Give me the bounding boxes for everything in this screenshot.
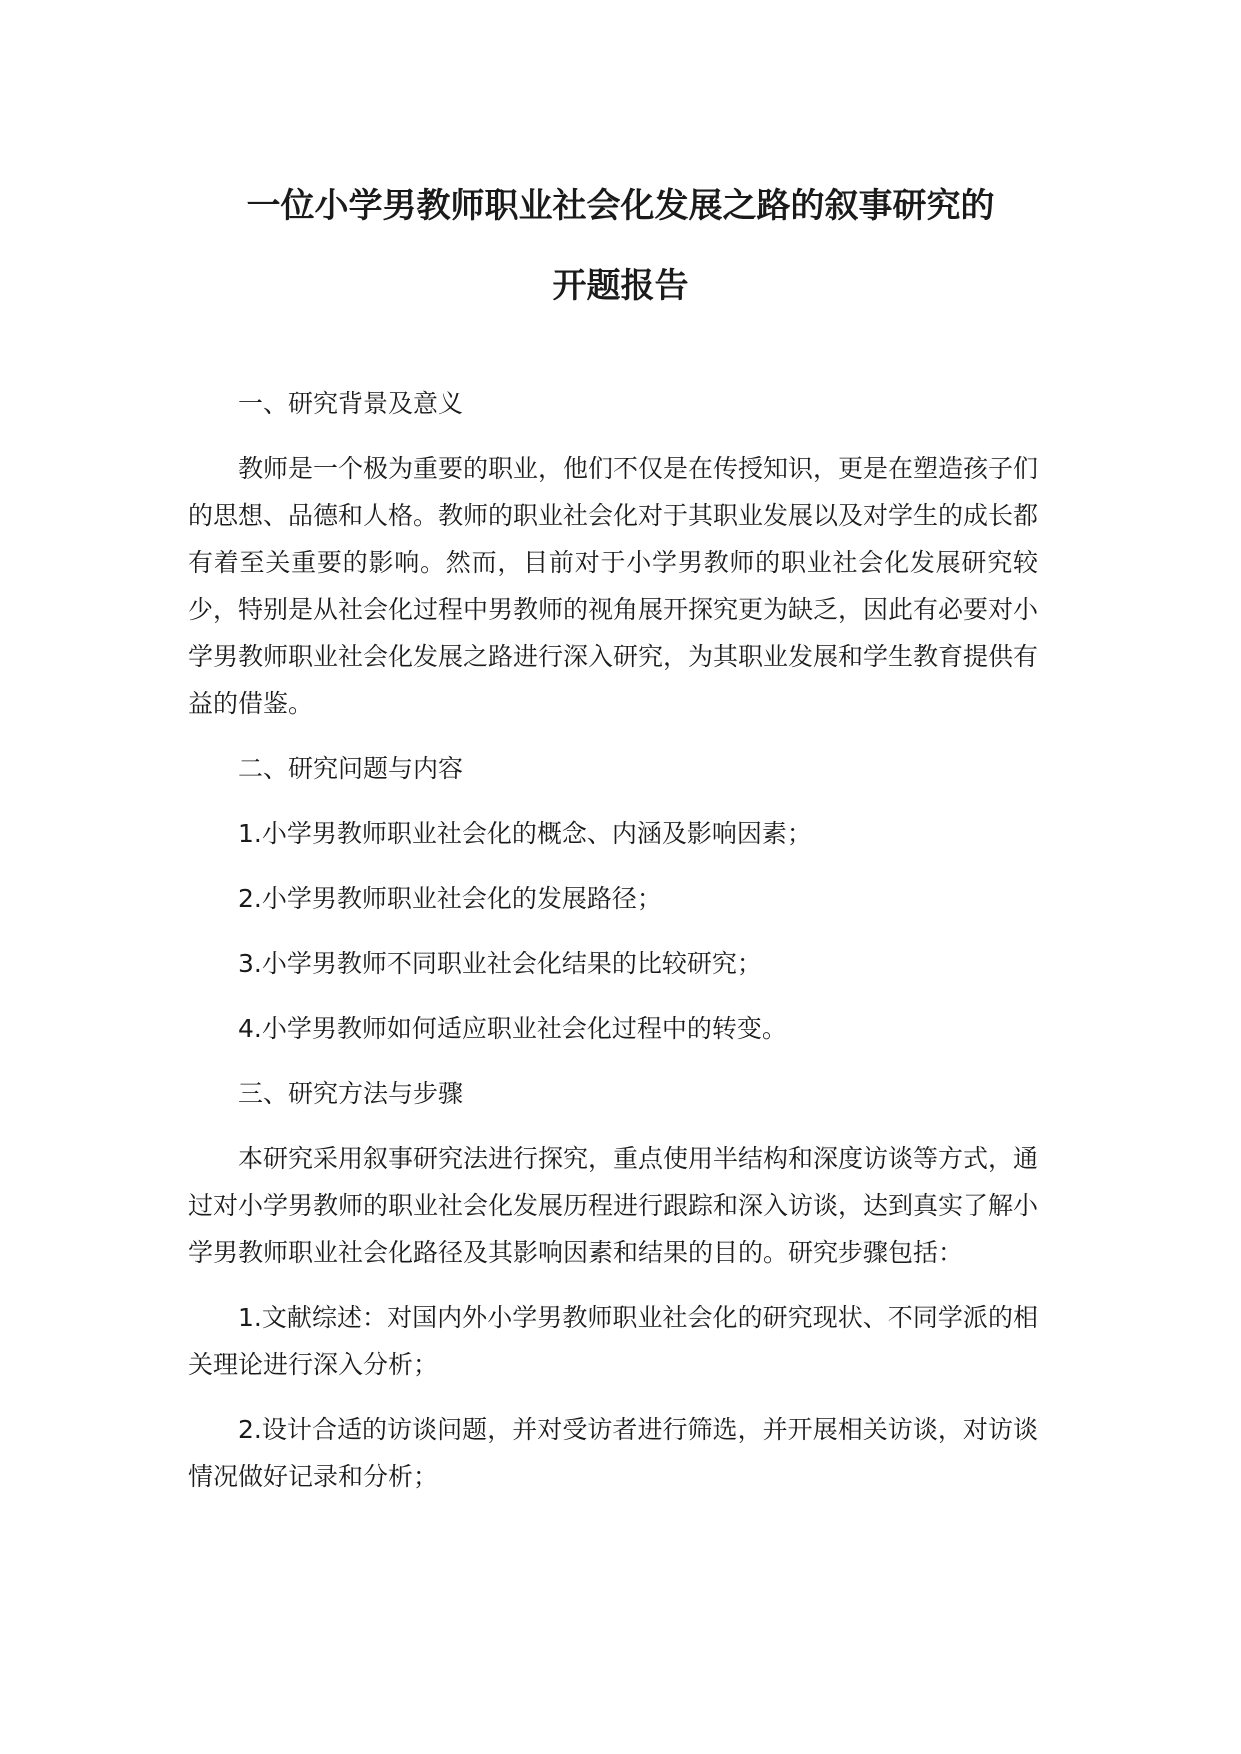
paragraph-methods: 本研究采用叙事研究法进行探究，重点使用半结构和深度访谈等方式，通过对小学男教师的职业社会化发展历程进行跟踪和深入访谈，达到真实了解小学男教师职业社会化路径及其影响因素和结果的目的。研究步骤包括： xyxy=(188,1144,1039,1267)
section-heading-background: 一、研究背景及意义 xyxy=(238,389,464,418)
document-title-line-2: 开题报告 xyxy=(552,266,689,306)
list-item-step-2: 2.设计合适的访谈问题，并对受访者进行筛选，并开展相关访谈，对访谈情况做好记录和分析； xyxy=(188,1415,1038,1491)
list-item-question-4: 4.小学男教师如何适应职业社会化过程中的转变。 xyxy=(238,1014,787,1043)
document-title-line-1: 一位小学男教师职业社会化发展之路的叙事研究的 xyxy=(246,186,995,226)
list-item-question-2: 2.小学男教师职业社会化的发展路径； xyxy=(238,884,662,913)
section-heading-questions: 二、研究问题与内容 xyxy=(238,754,464,783)
document-body xyxy=(188,380,1038,1518)
list-item-question-3: 3.小学男教师不同职业社会化结果的比较研究； xyxy=(238,949,762,978)
paragraph-background: 教师是一个极为重要的职业，他们不仅是在传授知识，更是在塑造孩子们的思想、品德和人格。教师的职业社会化对于其职业发展以及对学生的成长都有着至关重要的影响。然而，目前对于小学男教师的职业社会化发展研究较少，特别是从社会化过程中男教师的视角展开探究更为缺乏，因此有必要对小学男教师职业社会化发展之路进行深入研究，为其职业发展和学生教育提供有益的借鉴。 xyxy=(188,454,1039,718)
list-item-question-1: 1.小学男教师职业社会化的概念、内涵及影响因素； xyxy=(238,819,812,848)
section-heading-methods: 三、研究方法与步骤 xyxy=(238,1079,464,1108)
list-item-step-1: 1.文献综述：对国内外小学男教师职业社会化的研究现状、不同学派的相关理论进行深入分析； xyxy=(188,1303,1038,1379)
